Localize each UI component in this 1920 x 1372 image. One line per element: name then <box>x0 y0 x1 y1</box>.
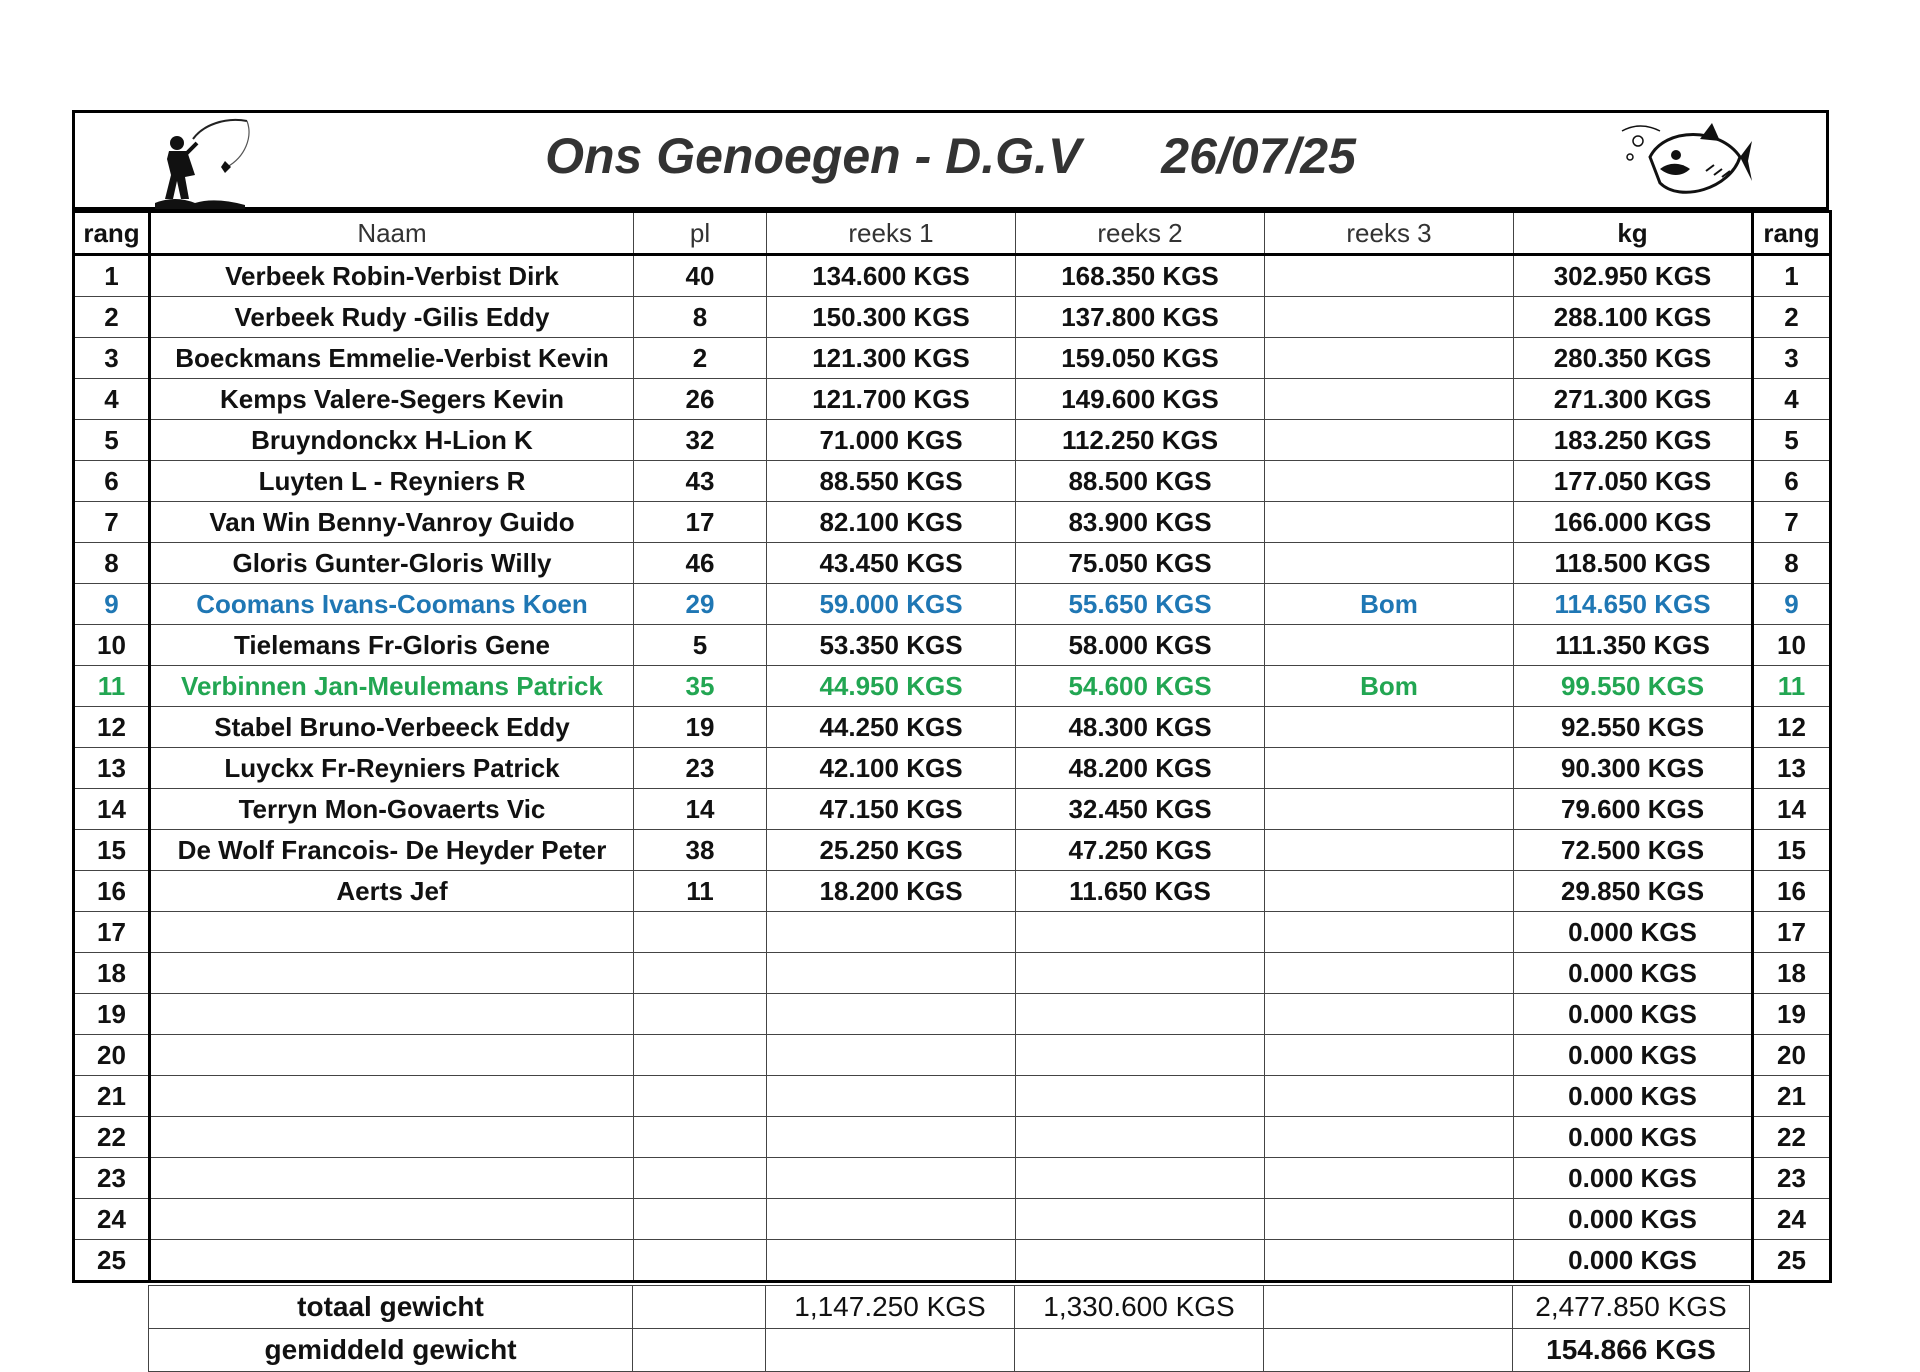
name-cell: Terryn Mon-Govaerts Vic <box>150 789 634 830</box>
name-cell: Tielemans Fr-Gloris Gene <box>150 625 634 666</box>
table-row <box>74 625 1831 666</box>
rank-right-cell: 10 <box>1753 625 1831 666</box>
rank-right-cell: 24 <box>1753 1199 1831 1240</box>
header-pl: pl <box>634 212 767 255</box>
rank-cell: 21 <box>74 1076 150 1117</box>
rank-right-cell: 21 <box>1753 1076 1831 1117</box>
rank-cell: 18 <box>74 953 150 994</box>
rank-cell: 4 <box>74 379 150 420</box>
kg-cell: 177.050 KGS <box>1514 461 1753 502</box>
table-row <box>74 1076 1831 1117</box>
name-cell: Bruyndonckx H-Lion K <box>150 420 634 461</box>
reeks-3-cell <box>1265 461 1514 502</box>
average-kg: 154.866 KGS <box>1513 1329 1750 1372</box>
name-cell <box>150 1199 634 1240</box>
pl-cell: 43 <box>634 461 767 502</box>
kg-cell: 79.600 KGS <box>1514 789 1753 830</box>
reeks-3-cell <box>1265 379 1514 420</box>
rank-cell: 12 <box>74 707 150 748</box>
average-reeks-2 <box>1015 1329 1264 1372</box>
reeks-1-cell <box>767 1076 1016 1117</box>
results-sheet <box>72 110 1829 1365</box>
table-row <box>74 584 1831 625</box>
pl-cell <box>634 1076 767 1117</box>
reeks-1-cell <box>767 994 1016 1035</box>
page-title <box>75 127 1826 185</box>
pl-cell: 32 <box>634 420 767 461</box>
results-table <box>72 210 1832 1283</box>
name-cell: Kemps Valere-Segers Kevin <box>150 379 634 420</box>
kg-cell: 72.500 KGS <box>1514 830 1753 871</box>
totals-table <box>148 1285 1750 1372</box>
reeks-2-cell: 149.600 KGS <box>1016 379 1265 420</box>
reeks-2-cell <box>1016 1199 1265 1240</box>
reeks-1-cell <box>767 1117 1016 1158</box>
pl-cell <box>634 953 767 994</box>
rank-right-cell: 5 <box>1753 420 1831 461</box>
pl-cell: 46 <box>634 543 767 584</box>
reeks-2-cell: 83.900 KGS <box>1016 502 1265 543</box>
title-text: Ons Genoegen - D.G.V <box>545 128 1082 184</box>
reeks-2-cell: 75.050 KGS <box>1016 543 1265 584</box>
reeks-3-cell <box>1265 994 1514 1035</box>
rank-cell: 9 <box>74 584 150 625</box>
reeks-1-cell: 88.550 KGS <box>767 461 1016 502</box>
header-reeks-1: reeks 1 <box>767 212 1016 255</box>
total-reeks-1: 1,147.250 KGS <box>766 1286 1015 1329</box>
kg-cell: 0.000 KGS <box>1514 1240 1753 1282</box>
rank-right-cell: 14 <box>1753 789 1831 830</box>
reeks-1-cell: 134.600 KGS <box>767 255 1016 297</box>
pl-cell: 35 <box>634 666 767 707</box>
reeks-1-cell: 47.150 KGS <box>767 789 1016 830</box>
rank-right-cell: 9 <box>1753 584 1831 625</box>
name-cell <box>150 994 634 1035</box>
kg-cell: 0.000 KGS <box>1514 1117 1753 1158</box>
name-cell: De Wolf Francois- De Heyder Peter <box>150 830 634 871</box>
kg-cell: 0.000 KGS <box>1514 953 1753 994</box>
pl-cell <box>634 1117 767 1158</box>
rank-cell: 19 <box>74 994 150 1035</box>
rank-right-cell: 2 <box>1753 297 1831 338</box>
pl-cell: 11 <box>634 871 767 912</box>
reeks-3-cell <box>1265 1035 1514 1076</box>
pl-cell: 19 <box>634 707 767 748</box>
reeks-2-cell: 168.350 KGS <box>1016 255 1265 297</box>
reeks-1-cell <box>767 1158 1016 1199</box>
table-row <box>74 789 1831 830</box>
pl-cell: 26 <box>634 379 767 420</box>
rank-right-cell: 3 <box>1753 338 1831 379</box>
name-cell <box>150 953 634 994</box>
pl-cell: 23 <box>634 748 767 789</box>
rank-cell: 8 <box>74 543 150 584</box>
header-reeks-3: reeks 3 <box>1265 212 1514 255</box>
table-row <box>74 1199 1831 1240</box>
sheet-header <box>72 110 1829 210</box>
reeks-3-cell <box>1265 1240 1514 1282</box>
reeks-1-cell <box>767 1035 1016 1076</box>
rank-right-cell: 18 <box>1753 953 1831 994</box>
reeks-3-cell <box>1265 953 1514 994</box>
pl-cell: 8 <box>634 297 767 338</box>
name-cell: Luyckx Fr-Reyniers Patrick <box>150 748 634 789</box>
reeks-2-cell <box>1016 953 1265 994</box>
reeks-3-cell <box>1265 1158 1514 1199</box>
total-kg: 2,477.850 KGS <box>1513 1286 1750 1329</box>
reeks-3-cell <box>1265 707 1514 748</box>
pl-cell <box>634 1199 767 1240</box>
reeks-1-cell: 121.700 KGS <box>767 379 1016 420</box>
kg-cell: 114.650 KGS <box>1514 584 1753 625</box>
name-cell: Van Win Benny-Vanroy Guido <box>150 502 634 543</box>
table-row <box>74 543 1831 584</box>
reeks-3-cell: Bom <box>1265 666 1514 707</box>
reeks-1-cell: 42.100 KGS <box>767 748 1016 789</box>
title-date: 26/07/25 <box>1161 128 1356 184</box>
average-reeks-3 <box>1264 1329 1513 1372</box>
average-reeks-1 <box>766 1329 1015 1372</box>
rank-cell: 13 <box>74 748 150 789</box>
reeks-2-cell: 137.800 KGS <box>1016 297 1265 338</box>
rank-cell: 7 <box>74 502 150 543</box>
kg-cell: 92.550 KGS <box>1514 707 1753 748</box>
table-header-row <box>74 212 1831 255</box>
pl-cell: 14 <box>634 789 767 830</box>
reeks-3-cell <box>1265 912 1514 953</box>
rank-cell: 5 <box>74 420 150 461</box>
reeks-3-cell <box>1265 789 1514 830</box>
table-row <box>74 379 1831 420</box>
rank-right-cell: 16 <box>1753 871 1831 912</box>
reeks-2-cell <box>1016 1035 1265 1076</box>
name-cell <box>150 1076 634 1117</box>
rank-cell: 14 <box>74 789 150 830</box>
table-row <box>74 1158 1831 1199</box>
table-row <box>74 255 1831 297</box>
kg-cell: 90.300 KGS <box>1514 748 1753 789</box>
rank-right-cell: 7 <box>1753 502 1831 543</box>
reeks-2-cell: 159.050 KGS <box>1016 338 1265 379</box>
pl-cell <box>634 1158 767 1199</box>
table-row <box>74 1117 1831 1158</box>
average-weight-row <box>149 1329 1750 1372</box>
name-cell: Aerts Jef <box>150 871 634 912</box>
pl-cell: 5 <box>634 625 767 666</box>
total-reeks-3 <box>1264 1286 1513 1329</box>
rank-right-cell: 20 <box>1753 1035 1831 1076</box>
name-cell: Gloris Gunter-Gloris Willy <box>150 543 634 584</box>
reeks-1-cell: 121.300 KGS <box>767 338 1016 379</box>
reeks-2-cell: 58.000 KGS <box>1016 625 1265 666</box>
kg-cell: 0.000 KGS <box>1514 912 1753 953</box>
reeks-1-cell: 44.950 KGS <box>767 666 1016 707</box>
reeks-3-cell: Bom <box>1265 584 1514 625</box>
kg-cell: 302.950 KGS <box>1514 255 1753 297</box>
rank-right-cell: 25 <box>1753 1240 1831 1282</box>
pl-cell: 40 <box>634 255 767 297</box>
name-cell: Verbinnen Jan-Meulemans Patrick <box>150 666 634 707</box>
name-cell <box>150 1240 634 1282</box>
name-cell: Boeckmans Emmelie-Verbist Kevin <box>150 338 634 379</box>
table-row <box>74 830 1831 871</box>
reeks-1-cell: 18.200 KGS <box>767 871 1016 912</box>
reeks-3-cell <box>1265 543 1514 584</box>
rank-cell: 25 <box>74 1240 150 1282</box>
rank-right-cell: 4 <box>1753 379 1831 420</box>
rank-right-cell: 22 <box>1753 1117 1831 1158</box>
rank-cell: 16 <box>74 871 150 912</box>
kg-cell: 29.850 KGS <box>1514 871 1753 912</box>
name-cell: Coomans Ivans-Coomans Koen <box>150 584 634 625</box>
total-reeks-2: 1,330.600 KGS <box>1015 1286 1264 1329</box>
kg-cell: 0.000 KGS <box>1514 1158 1753 1199</box>
rank-cell: 3 <box>74 338 150 379</box>
reeks-2-cell: 55.650 KGS <box>1016 584 1265 625</box>
reeks-3-cell <box>1265 625 1514 666</box>
name-cell <box>150 912 634 953</box>
rank-right-cell: 11 <box>1753 666 1831 707</box>
total-pl-cell <box>633 1286 766 1329</box>
reeks-3-cell <box>1265 1076 1514 1117</box>
rank-right-cell: 15 <box>1753 830 1831 871</box>
name-cell: Verbeek Robin-Verbist Dirk <box>150 255 634 297</box>
reeks-1-cell <box>767 953 1016 994</box>
kg-cell: 166.000 KGS <box>1514 502 1753 543</box>
reeks-2-cell <box>1016 1076 1265 1117</box>
table-row <box>74 1035 1831 1076</box>
pl-cell: 2 <box>634 338 767 379</box>
kg-cell: 0.000 KGS <box>1514 994 1753 1035</box>
reeks-2-cell: 47.250 KGS <box>1016 830 1265 871</box>
header-rank-right: rang <box>1753 212 1831 255</box>
reeks-2-cell <box>1016 1158 1265 1199</box>
header-rank: rang <box>74 212 150 255</box>
kg-cell: 271.300 KGS <box>1514 379 1753 420</box>
kg-cell: 118.500 KGS <box>1514 543 1753 584</box>
reeks-1-cell: 44.250 KGS <box>767 707 1016 748</box>
table-row <box>74 502 1831 543</box>
kg-cell: 0.000 KGS <box>1514 1199 1753 1240</box>
pl-cell <box>634 912 767 953</box>
reeks-1-cell: 82.100 KGS <box>767 502 1016 543</box>
table-row <box>74 420 1831 461</box>
reeks-1-cell: 43.450 KGS <box>767 543 1016 584</box>
reeks-2-cell: 54.600 KGS <box>1016 666 1265 707</box>
table-row <box>74 871 1831 912</box>
rank-cell: 6 <box>74 461 150 502</box>
kg-cell: 99.550 KGS <box>1514 666 1753 707</box>
table-row <box>74 748 1831 789</box>
table-row <box>74 994 1831 1035</box>
reeks-2-cell <box>1016 1240 1265 1282</box>
reeks-2-cell <box>1016 1117 1265 1158</box>
table-row <box>74 1240 1831 1282</box>
reeks-3-cell <box>1265 502 1514 543</box>
reeks-2-cell: 88.500 KGS <box>1016 461 1265 502</box>
reeks-3-cell <box>1265 871 1514 912</box>
reeks-3-cell <box>1265 255 1514 297</box>
rank-cell: 24 <box>74 1199 150 1240</box>
reeks-3-cell <box>1265 1117 1514 1158</box>
name-cell: Verbeek Rudy -Gilis Eddy <box>150 297 634 338</box>
kg-cell: 0.000 KGS <box>1514 1076 1753 1117</box>
rank-cell: 1 <box>74 255 150 297</box>
reeks-2-cell: 32.450 KGS <box>1016 789 1265 830</box>
rank-cell: 20 <box>74 1035 150 1076</box>
rank-cell: 2 <box>74 297 150 338</box>
pl-cell <box>634 1035 767 1076</box>
reeks-3-cell <box>1265 420 1514 461</box>
name-cell <box>150 1035 634 1076</box>
table-row <box>74 461 1831 502</box>
reeks-1-cell: 53.350 KGS <box>767 625 1016 666</box>
header-reeks-2: reeks 2 <box>1016 212 1265 255</box>
table-row <box>74 912 1831 953</box>
total-weight-label: totaal gewicht <box>149 1286 633 1329</box>
rank-right-cell: 13 <box>1753 748 1831 789</box>
kg-cell: 183.250 KGS <box>1514 420 1753 461</box>
header-name: Naam <box>150 212 634 255</box>
rank-cell: 15 <box>74 830 150 871</box>
reeks-1-cell <box>767 1240 1016 1282</box>
pl-cell <box>634 994 767 1035</box>
reeks-2-cell <box>1016 994 1265 1035</box>
average-pl-cell <box>633 1329 766 1372</box>
reeks-2-cell: 11.650 KGS <box>1016 871 1265 912</box>
reeks-3-cell <box>1265 297 1514 338</box>
table-row <box>74 666 1831 707</box>
rank-right-cell: 6 <box>1753 461 1831 502</box>
reeks-1-cell: 150.300 KGS <box>767 297 1016 338</box>
table-row <box>74 953 1831 994</box>
rank-right-cell: 12 <box>1753 707 1831 748</box>
reeks-1-cell: 71.000 KGS <box>767 420 1016 461</box>
total-weight-row <box>149 1286 1750 1329</box>
fish-icon <box>1620 117 1752 209</box>
table-row <box>74 338 1831 379</box>
pl-cell <box>634 1240 767 1282</box>
pl-cell: 29 <box>634 584 767 625</box>
rank-right-cell: 23 <box>1753 1158 1831 1199</box>
reeks-1-cell: 59.000 KGS <box>767 584 1016 625</box>
kg-cell: 111.350 KGS <box>1514 625 1753 666</box>
name-cell: Luyten L - Reyniers R <box>150 461 634 502</box>
pl-cell: 38 <box>634 830 767 871</box>
rank-right-cell: 19 <box>1753 994 1831 1035</box>
pl-cell: 17 <box>634 502 767 543</box>
reeks-2-cell: 112.250 KGS <box>1016 420 1265 461</box>
reeks-3-cell <box>1265 1199 1514 1240</box>
rank-right-cell: 1 <box>1753 255 1831 297</box>
name-cell <box>150 1117 634 1158</box>
kg-cell: 280.350 KGS <box>1514 338 1753 379</box>
reeks-2-cell: 48.200 KGS <box>1016 748 1265 789</box>
reeks-1-cell <box>767 912 1016 953</box>
reeks-2-cell <box>1016 912 1265 953</box>
kg-cell: 0.000 KGS <box>1514 1035 1753 1076</box>
reeks-3-cell <box>1265 338 1514 379</box>
rank-right-cell: 8 <box>1753 543 1831 584</box>
rank-cell: 17 <box>74 912 150 953</box>
table-row <box>74 297 1831 338</box>
name-cell: Stabel Bruno-Verbeeck Eddy <box>150 707 634 748</box>
kg-cell: 288.100 KGS <box>1514 297 1753 338</box>
rank-right-cell: 17 <box>1753 912 1831 953</box>
header-kg: kg <box>1514 212 1753 255</box>
reeks-2-cell: 48.300 KGS <box>1016 707 1265 748</box>
average-weight-label: gemiddeld gewicht <box>149 1329 633 1372</box>
name-cell <box>150 1158 634 1199</box>
rank-cell: 22 <box>74 1117 150 1158</box>
table-row <box>74 707 1831 748</box>
reeks-1-cell: 25.250 KGS <box>767 830 1016 871</box>
reeks-1-cell <box>767 1199 1016 1240</box>
reeks-3-cell <box>1265 830 1514 871</box>
rank-cell: 10 <box>74 625 150 666</box>
rank-cell: 11 <box>74 666 150 707</box>
reeks-3-cell <box>1265 748 1514 789</box>
rank-cell: 23 <box>74 1158 150 1199</box>
